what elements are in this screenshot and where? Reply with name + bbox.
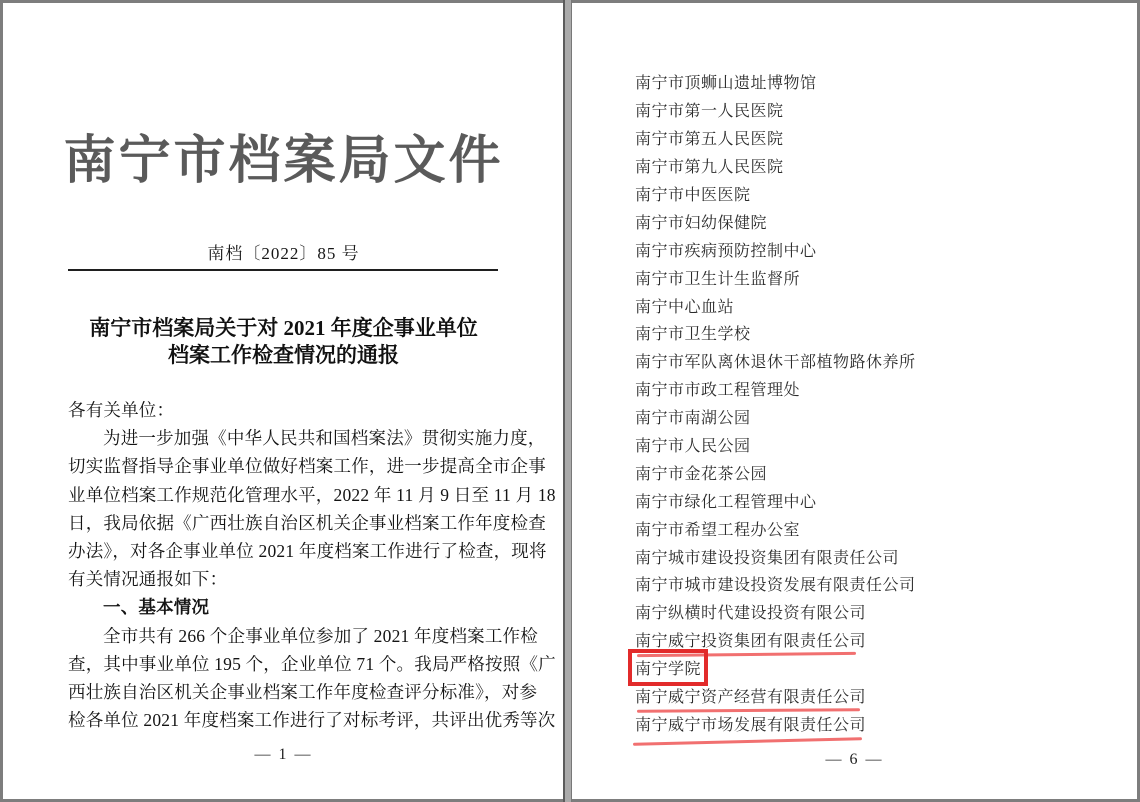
unit-name: 南宁市市政工程管理处 xyxy=(635,382,801,400)
unit-name: 南宁城市建设投资集团有限责任公司 xyxy=(635,549,900,567)
unit-name: 南宁市妇幼保健院 xyxy=(635,214,768,232)
body-line: 检各单位 2021 年度档案工作进行了对标考评，共评出优秀等次 xyxy=(68,710,556,731)
body-line: 有关情况通报如下： xyxy=(68,569,228,590)
unit-name: 南宁市第一人民医院 xyxy=(635,103,784,121)
document-number: 南档〔2022〕85 号 xyxy=(207,244,360,263)
letterhead-divider-line xyxy=(68,269,498,271)
unit-name: 南宁威宁资产经营有限责任公司 xyxy=(635,684,866,707)
document-title-line2: 档案工作检查情况的通报 xyxy=(168,343,399,367)
body-line: 查，其中事业单位 195 个，企业单位 71 个。我局严格按照《广 xyxy=(68,653,556,674)
unit-list-item xyxy=(635,570,1105,598)
unit-name: 南宁学院 xyxy=(635,656,701,679)
unit-list-item xyxy=(635,486,1105,514)
body-line: 西壮族自治区机关企事业档案工作年度检查评分标准》，对参 xyxy=(68,682,538,703)
body-line: 业单位档案工作规范化管理水平，2022 年 11 月 9 日至 11 月 18 xyxy=(68,484,556,505)
unit-name: 南宁威宁市场发展有限责任公司 xyxy=(635,712,866,735)
unit-name: 南宁市人民公园 xyxy=(635,438,751,456)
unit-name: 南宁市第九人民医院 xyxy=(635,159,784,177)
unit-list-item xyxy=(635,514,1105,542)
body-line: 为进一步加强《中华人民共和国档案法》贯彻实施力度， xyxy=(103,428,546,449)
unit-list-item xyxy=(635,542,1105,570)
unit-list-item xyxy=(635,431,1105,459)
unit-name: 南宁纵横时代建设投资有限公司 xyxy=(635,605,867,623)
unit-name: 南宁市疾病预防控制中心 xyxy=(635,242,817,260)
unit-name: 南宁市绿化工程管理中心 xyxy=(635,493,817,511)
unit-list-item xyxy=(635,124,1105,152)
unit-list-item xyxy=(635,152,1105,180)
unit-name: 南宁市金花茶公园 xyxy=(635,465,768,483)
unit-list-item xyxy=(635,626,1105,654)
unit-list-item xyxy=(635,235,1105,263)
document-title xyxy=(3,315,564,369)
unit-list xyxy=(635,68,1105,737)
unit-list-item xyxy=(635,263,1105,291)
page-left xyxy=(3,3,564,799)
page-gap xyxy=(563,0,572,802)
unit-name: 南宁市顶蛳山遗址博物馆 xyxy=(635,75,817,93)
paragraph-1 xyxy=(68,424,556,593)
unit-name: 南宁市希望工程办公室 xyxy=(635,521,801,539)
document-body xyxy=(68,396,556,734)
unit-name: 南宁市中医医院 xyxy=(635,187,751,204)
unit-list-item xyxy=(635,403,1105,431)
unit-list-item xyxy=(635,291,1105,319)
unit-list-item xyxy=(635,654,1105,682)
unit-list-item xyxy=(635,68,1105,96)
salutation: 各有关单位： xyxy=(68,400,175,420)
unit-name: 南宁市军队离休退休干部植物路休养所 xyxy=(635,354,916,372)
unit-name: 南宁中心血站 xyxy=(635,298,735,316)
unit-name: 南宁市城市建设投资发展有限责任公司 xyxy=(635,577,916,595)
unit-name: 南宁威宁投资集团有限责任公司 xyxy=(635,628,866,651)
body-line: 切实监督指导企事业单位做好档案工作，进一步提高全市企事 xyxy=(68,456,546,477)
body-line: 办法》，对各企事业单位 2021 年度档案工作进行了检查，现将 xyxy=(68,541,547,562)
unit-list-item xyxy=(635,682,1105,710)
paragraph-2 xyxy=(68,622,556,735)
page-number-left: — 1 — xyxy=(254,746,313,763)
unit-name: 南宁市卫生学校 xyxy=(635,326,751,344)
unit-list-item xyxy=(635,319,1105,347)
unit-name: 南宁市第五人民医院 xyxy=(635,131,784,149)
unit-list-item xyxy=(635,180,1105,208)
body-line: 全市共有 266 个企事业单位参加了 2021 年度档案工作检 xyxy=(103,625,538,646)
unit-list-item xyxy=(635,375,1105,403)
unit-list-item xyxy=(635,347,1105,375)
unit-list-item xyxy=(635,207,1105,235)
body-line: 日，我局依据《广西壮族自治区机关企事业档案工作年度检查 xyxy=(68,512,546,533)
page-number-right: — 6 — xyxy=(825,751,884,768)
unit-list-item xyxy=(635,598,1105,626)
section-heading: 一、基本情况 xyxy=(103,597,210,618)
document-title-line1: 南宁市档案局关于对 2021 年度企事业单位 xyxy=(89,316,478,340)
unit-list-item xyxy=(635,96,1105,124)
unit-name: 南宁市南湖公园 xyxy=(635,410,751,428)
unit-name: 南宁市卫生计生监督所 xyxy=(635,270,801,288)
page-right xyxy=(572,3,1137,799)
unit-list-item xyxy=(635,709,1105,737)
unit-list-item xyxy=(635,458,1105,486)
agency-letterhead-title: 南宁市档案局文件 xyxy=(63,133,504,190)
